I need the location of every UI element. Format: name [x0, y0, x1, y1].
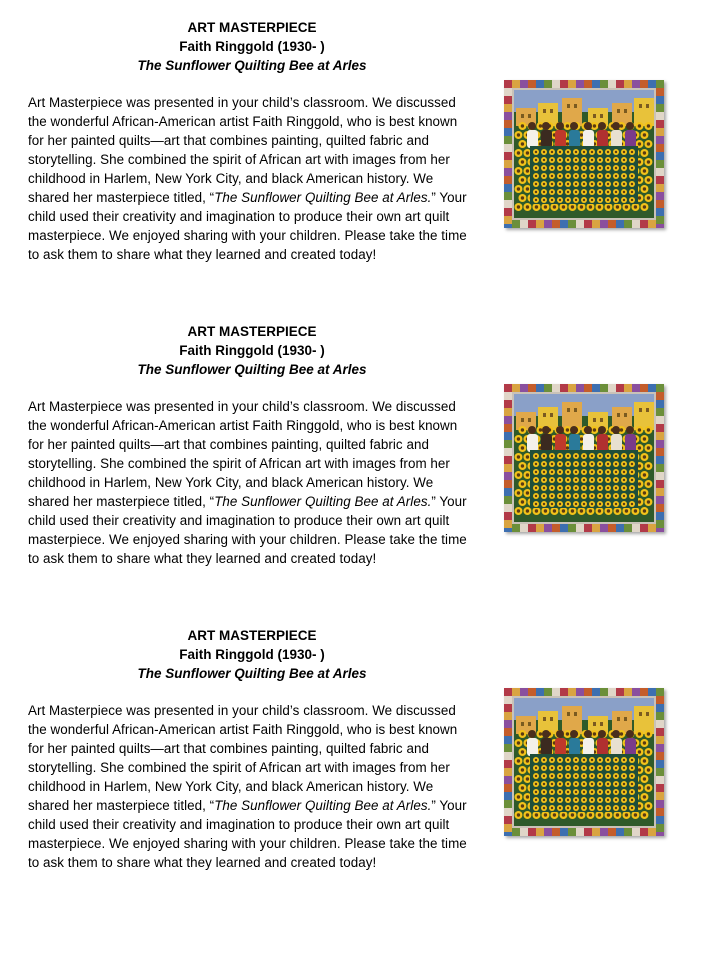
- note-body: [28, 93, 474, 264]
- quilt-painting-image: [504, 688, 664, 836]
- note-body: [28, 397, 474, 568]
- quilt-painting-image: [504, 80, 664, 228]
- note-title: ART MASTERPIECE: [187, 324, 317, 339]
- body-text-part: Art Masterpiece was presented in your child’s classroom. We discussed the wonderful African-American artist Faith Ringgold, who is best known for her painted quilts—art that combines painting, quilted fabric and storytelling. She combined the spirit of African art with images from her childhood in Harlem, New York City, and black American history. We shared her masterpiece titled, “: [28, 399, 458, 509]
- body-text-part: ” Your child used their creativity and imagination to produce their own art quilt masterpiece. We enjoyed sharing with your children. Please take the time to ask them to share what they learned and created today!: [28, 494, 467, 566]
- note-section-3: [0, 626, 720, 916]
- note-section-1: [0, 18, 720, 308]
- note-body: [28, 701, 474, 872]
- body-text-part: ” Your child used their creativity and imagination to produce their own art quilt masterpiece. We enjoyed sharing with your children. Please take the time to ask them to share what they learned and created today!: [28, 798, 467, 870]
- body-text-part: Art Masterpiece was presented in your child’s classroom. We discussed the wonderful African-American artist Faith Ringgold, who is best known for her painted quilts—art that combines painting, quilted fabric and storytelling. She combined the spirit of African art with images from her childhood in Harlem, New York City, and black American history. We shared her masterpiece titled, “: [28, 703, 458, 813]
- note-title: ART MASTERPIECE: [187, 20, 317, 35]
- body-text-part: ” Your child used their creativity and imagination to produce their own art quilt masterpiece. We enjoyed sharing with your children. Please take the time to ask them to share what they learned and created today!: [28, 190, 467, 262]
- artist-name: Faith Ringgold (1930- ): [179, 647, 325, 662]
- artwork-title: The Sunflower Quilting Bee at Arles: [137, 666, 367, 681]
- artwork-title: The Sunflower Quilting Bee at Arles: [137, 58, 367, 73]
- note-heading: [30, 626, 474, 683]
- body-artwork-title: The Sunflower Quilting Bee at Arles.: [214, 494, 432, 509]
- quilt-painting-image: [504, 384, 664, 532]
- note-title: ART MASTERPIECE: [187, 628, 317, 643]
- body-artwork-title: The Sunflower Quilting Bee at Arles.: [214, 190, 432, 205]
- body-text-part: Art Masterpiece was presented in your child’s classroom. We discussed the wonderful African-American artist Faith Ringgold, who is best known for her painted quilts—art that combines painting, quilted fabric and storytelling. She combined the spirit of African art with images from her childhood in Harlem, New York City, and black American history. We shared her masterpiece titled, “: [28, 95, 458, 205]
- artist-name: Faith Ringgold (1930- ): [179, 39, 325, 54]
- artwork-title: The Sunflower Quilting Bee at Arles: [137, 362, 367, 377]
- note-heading: [30, 322, 474, 379]
- artist-name: Faith Ringgold (1930- ): [179, 343, 325, 358]
- body-artwork-title: The Sunflower Quilting Bee at Arles.: [214, 798, 432, 813]
- note-section-2: [0, 322, 720, 612]
- note-heading: [30, 18, 474, 75]
